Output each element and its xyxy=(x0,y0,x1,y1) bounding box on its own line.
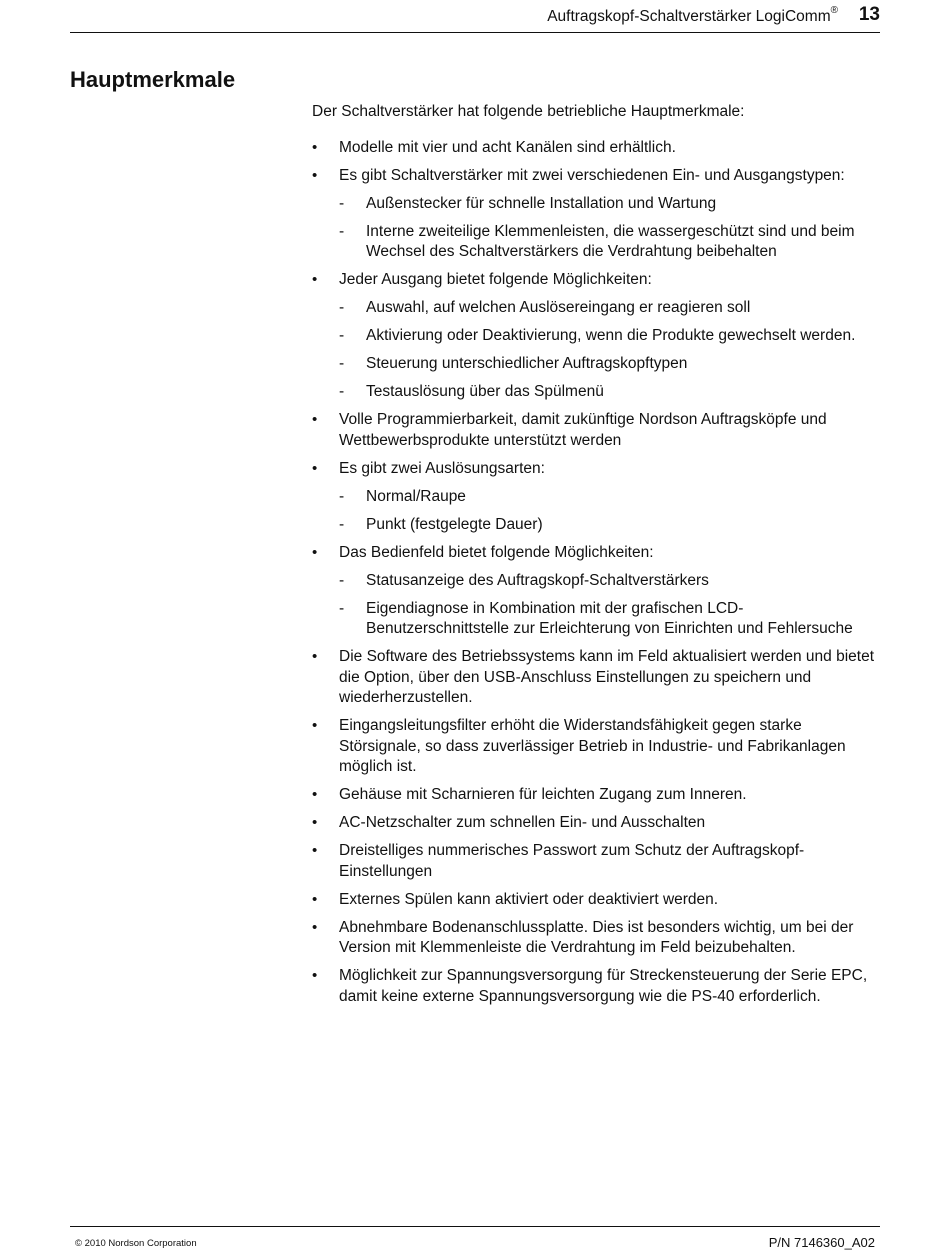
dash-icon: - xyxy=(339,355,345,372)
sub-list-item-text: Aktivierung oder Deaktivierung, wenn die Produkte gewechselt werden. xyxy=(366,327,856,344)
list-item-text: Es gibt Schaltverstärker mit zwei verschiedenen Ein- und Ausgangstypen: xyxy=(339,166,845,184)
list-item xyxy=(312,813,882,834)
list-item-text: Das Bedienfeld bietet folgende Möglichkeiten: xyxy=(339,543,654,561)
sub-list-item xyxy=(339,298,882,319)
sub-list-item xyxy=(339,326,882,347)
list-item xyxy=(312,716,882,778)
sub-list-item-text: Eigendiagnose in Kombination mit der grafischen LCD-Benutzerschnittstelle zur Erleichterung von Einrichten und Fehlersuche xyxy=(366,599,853,637)
sub-list-item-text: Statusanzeige des Auftragskopf-Schaltverstärkers xyxy=(366,571,709,589)
sub-list-item-text: Testauslösung über das Spülmenü xyxy=(366,383,604,400)
bullet-icon: • xyxy=(312,814,318,831)
list-item-text: Eingangsleitungsfilter erhöht die Widerstandsfähigkeit gegen starke Störsignale, so dass zuverlässiger Betrieb in Industrie- und Fabrikanlagen möglich ist. xyxy=(339,717,846,775)
sub-list-item xyxy=(339,382,882,403)
sub-list xyxy=(339,194,882,263)
sub-list-item xyxy=(339,222,882,263)
list-item-text: Dreistelliges nummerisches Passwort zum Schutz der Auftragskopf-Einstellungen xyxy=(339,842,805,880)
sub-list-item-text: Normal/Raupe xyxy=(366,487,466,505)
dash-icon: - xyxy=(339,327,345,344)
list-item xyxy=(312,166,882,263)
bullet-icon: • xyxy=(312,543,318,561)
list-item-text: Abnehmbare Bodenanschlussplatte. Dies ist besonders wichtig, um bei der Version mit Klemmenleiste die Verdrahtung im Feld beizubehalten. xyxy=(339,918,854,956)
list-item-text: Volle Programmierbarkeit, damit zukünftige Nordson Auftragsköpfe und Wettbewerbsprodukte unterstützt werden xyxy=(339,411,827,449)
bullet-icon: • xyxy=(312,842,318,859)
list-item xyxy=(312,966,882,1007)
dash-icon: - xyxy=(339,383,345,400)
sub-list-item xyxy=(339,571,882,592)
sub-list-item-text: Auswahl, auf welchen Auslösereingang er reagieren soll xyxy=(366,299,751,316)
list-item xyxy=(312,459,882,536)
list-item-text: AC-Netzschalter zum schnellen Ein- und Ausschalten xyxy=(339,814,706,831)
sub-list-item-text: Steuerung unterschiedlicher Auftragskopftypen xyxy=(366,355,688,372)
dash-icon: - xyxy=(339,599,345,617)
list-item xyxy=(312,918,882,959)
sub-list xyxy=(339,487,882,536)
sub-list-item-text: Punkt (festgelegte Dauer) xyxy=(366,515,543,533)
dash-icon: - xyxy=(339,299,345,316)
sub-list-item xyxy=(339,599,882,640)
bullet-icon: • xyxy=(312,717,318,734)
dash-icon: - xyxy=(339,487,345,505)
sub-list xyxy=(339,298,882,403)
bullet-icon: • xyxy=(312,166,318,184)
bullet-icon: • xyxy=(312,411,318,428)
list-item-text: Gehäuse mit Scharnieren für leichten Zugang zum Inneren. xyxy=(339,786,747,803)
list-item-text: Externes Spülen kann aktiviert oder deaktiviert werden. xyxy=(339,890,719,908)
footer-rule xyxy=(70,1226,880,1227)
bullet-icon: • xyxy=(312,271,318,288)
bullet-icon: • xyxy=(312,967,318,984)
list-item xyxy=(312,270,882,403)
header-title: Auftragskopf-Schaltverstärker LogiComm® xyxy=(547,5,838,26)
dash-icon: - xyxy=(339,571,345,589)
sub-list-item-text: Außenstecker für schnelle Installation und Wartung xyxy=(366,194,717,212)
bullet-icon: • xyxy=(312,459,318,477)
sub-list-item xyxy=(339,354,882,375)
dash-icon: - xyxy=(339,515,345,533)
list-item xyxy=(312,785,882,806)
bullet-icon: • xyxy=(312,890,318,908)
footer-copyright: © 2010 Nordson Corporation xyxy=(75,1238,197,1249)
list-item xyxy=(312,543,882,640)
list-item-text: Die Software des Betriebssystems kann im Feld aktualisiert werden und bietet die Option, über den USB-Anschluss Einstellungen zu speichern und wiederherzustellen. xyxy=(339,648,874,706)
list-item xyxy=(312,138,882,159)
dash-icon: - xyxy=(339,222,345,240)
dash-icon: - xyxy=(339,194,345,212)
sub-list-item xyxy=(339,515,882,536)
sub-list-item xyxy=(339,194,882,215)
bullet-icon: • xyxy=(312,648,318,665)
footer-part-number: P/N 7146360_A02 xyxy=(768,1235,875,1250)
sub-list-item xyxy=(339,487,882,508)
page-number: 13 xyxy=(858,4,880,25)
list-item xyxy=(312,410,882,451)
registered-mark: ® xyxy=(830,5,838,16)
list-item xyxy=(312,647,882,709)
list-item xyxy=(312,890,882,911)
section-title: Hauptmerkmale xyxy=(70,67,236,92)
sub-list xyxy=(339,571,882,640)
main-content xyxy=(312,102,882,1015)
bullet-icon: • xyxy=(312,786,318,803)
list-item-text: Jeder Ausgang bietet folgende Möglichkeiten: xyxy=(339,271,652,288)
bullet-icon: • xyxy=(312,138,318,156)
page-header xyxy=(70,0,880,33)
bullet-icon: • xyxy=(312,918,318,936)
intro-text: Der Schaltverstärker hat folgende betriebliche Hauptmerkmale: xyxy=(312,103,745,120)
list-item-text: Möglichkeit zur Spannungsversorgung für Streckensteuerung der Serie EPC, damit keine externe Spannungsversorgung wie die PS-40 erforderlich. xyxy=(339,967,868,1005)
list-item-text: Modelle mit vier und acht Kanälen sind erhältlich. xyxy=(339,138,676,156)
sub-list-item-text: Interne zweiteilige Klemmenleisten, die wassergeschützt sind und beim Wechsel des Schaltverstärkers die Verdrahtung beibehalten xyxy=(366,222,855,260)
list-item xyxy=(312,841,882,882)
list-item-text: Es gibt zwei Auslösungsarten: xyxy=(339,459,545,477)
feature-list xyxy=(312,138,882,1008)
